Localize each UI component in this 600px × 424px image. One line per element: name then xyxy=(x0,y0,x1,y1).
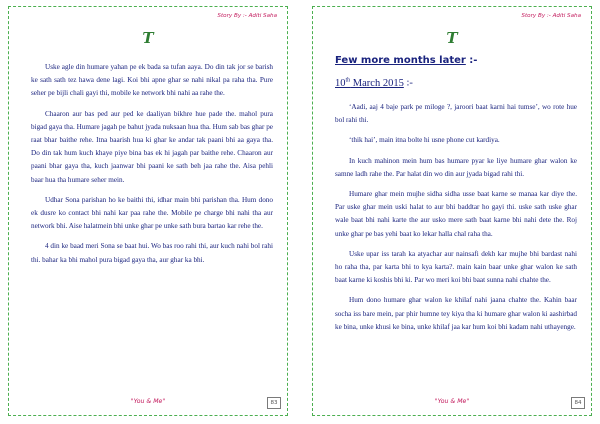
date-heading xyxy=(335,77,413,89)
page-body xyxy=(335,101,577,341)
paragraph: In kuch mahinon mein hum bas humare pyar ke liye humare ghar walon ke samne ladh rahe the. Par halat din wo din aur jyada bigad rahi thi. xyxy=(335,156,577,178)
date-ordinal: th xyxy=(345,77,351,83)
date-text xyxy=(335,78,404,89)
paragraph: Udhar Sona parishan ho ke baithi thi, idhar main bhi parishan tha. Hum dono ek dusre ko contact bhi nahi kar paa rahe the. Mobile pe charge bhi nahi tha aur network bhi. Aise halatmein bhi unke ghar pe unke sath bura bartao kar rehe the. xyxy=(31,195,273,231)
decorative-logo-icon: T xyxy=(142,29,154,47)
paragraph: Uske agle din humare yahan pe ek bada sa tufan aaya. Do din tak jor se barish ke sath sath tez hawa dene lagi. Koi bhi apne ghar se nahi nikal pa raha tha. Pure seher pe bijli chali gayi thi, mobile ke network bhi nahi aa rahe the. xyxy=(31,63,273,98)
date-suffix: :- xyxy=(403,77,413,89)
page-84 xyxy=(312,6,592,416)
section-heading-text: Few more months later xyxy=(335,55,466,66)
page-body xyxy=(31,61,273,274)
paragraph: Hum dono humare ghar walon ke khilaf nahi jaana chahte the. Kahin baar socha iss bare mein, par phir humne tey kiya tha ki humare ghar walon ki aashirbad ke bina, unke khusi ke bina, unke khilaf jaa kar hum koi bhi kadam nahi uthayenge. xyxy=(335,296,577,331)
page-number: 84 xyxy=(571,397,585,409)
paragraph: ‘Aadi, aaj 4 baje park pe miloge ?, jaroori baat karni hai tumse’, wo rote hue bol rahi thi. xyxy=(335,103,577,125)
section-heading xyxy=(335,55,477,66)
paragraph: ‘thik hai’, main itna bolte hi usne phone cut kardiya. xyxy=(349,136,500,145)
paragraph: Chaaron aur bas ped aur ped ke daaliyan bikhre hue pade the. mahol pura bigad gaya tha. Humare jagah pe bahut jyada nuksaan hua tha. Hum sab bas ghar pe raat bhar baithe rehe. Itna baarish hua ki ghar ke andar tak paani bhi aa gaya tha. Do din tak hum kuch khaye piye bina bas ek hi jagah par baithe rehe. Chaaron aur paani bhar gaya tha, kuch jaanwar bhi paani ke sath beh jaa rahe the. Aisa pehli baar hua tha humare seher mein. xyxy=(31,109,273,184)
paragraph: Humare ghar mein mujhe sidha sidha usse baat karne se manaa kar diye the. Par uske ghar mein uski halat to aur bhi baddtar ho gayi thi. uske sath uske ghar wale baat bhi nahi karte the aur usko mere sath baat karne bhi nahi dete the. Roj unke ghar pe bas yehi baat ko lekar halla chal raha tha. xyxy=(335,190,577,238)
paragraph: 4 din ke baad meri Sona se baat hui. Wo bas roo rahi thi, aur kuch nahi bol rahi thi. bahar ka bhi mahol pura bigad gaya tha, aur ghar ka bhi. xyxy=(31,242,273,264)
paragraph: Uske upar iss tarah ka atyachar aur nainsafi dekh kar mujhe bhi bardast nahi ho raha tha, par karta bhi to kya karta?. main kain baar unke ghar walon ke sath baat karne ki koshis bhi ki. Par wo meri koi bhi baat sunna nahi chahte the. xyxy=(335,249,577,285)
decorative-logo-icon: T xyxy=(446,29,458,47)
page-number: 83 xyxy=(267,397,281,409)
date-month-year: March 2015 xyxy=(350,77,404,89)
section-heading-suffix: :- xyxy=(465,55,478,66)
page-83 xyxy=(8,6,288,416)
date-day: 10 xyxy=(335,77,346,89)
book-title-footer: "You & Me" xyxy=(130,398,166,405)
author-credit: Story By :- Aditi Saha xyxy=(217,13,277,19)
author-credit: Story By :- Aditi Saha xyxy=(521,13,581,19)
book-title-footer: "You & Me" xyxy=(434,398,470,405)
